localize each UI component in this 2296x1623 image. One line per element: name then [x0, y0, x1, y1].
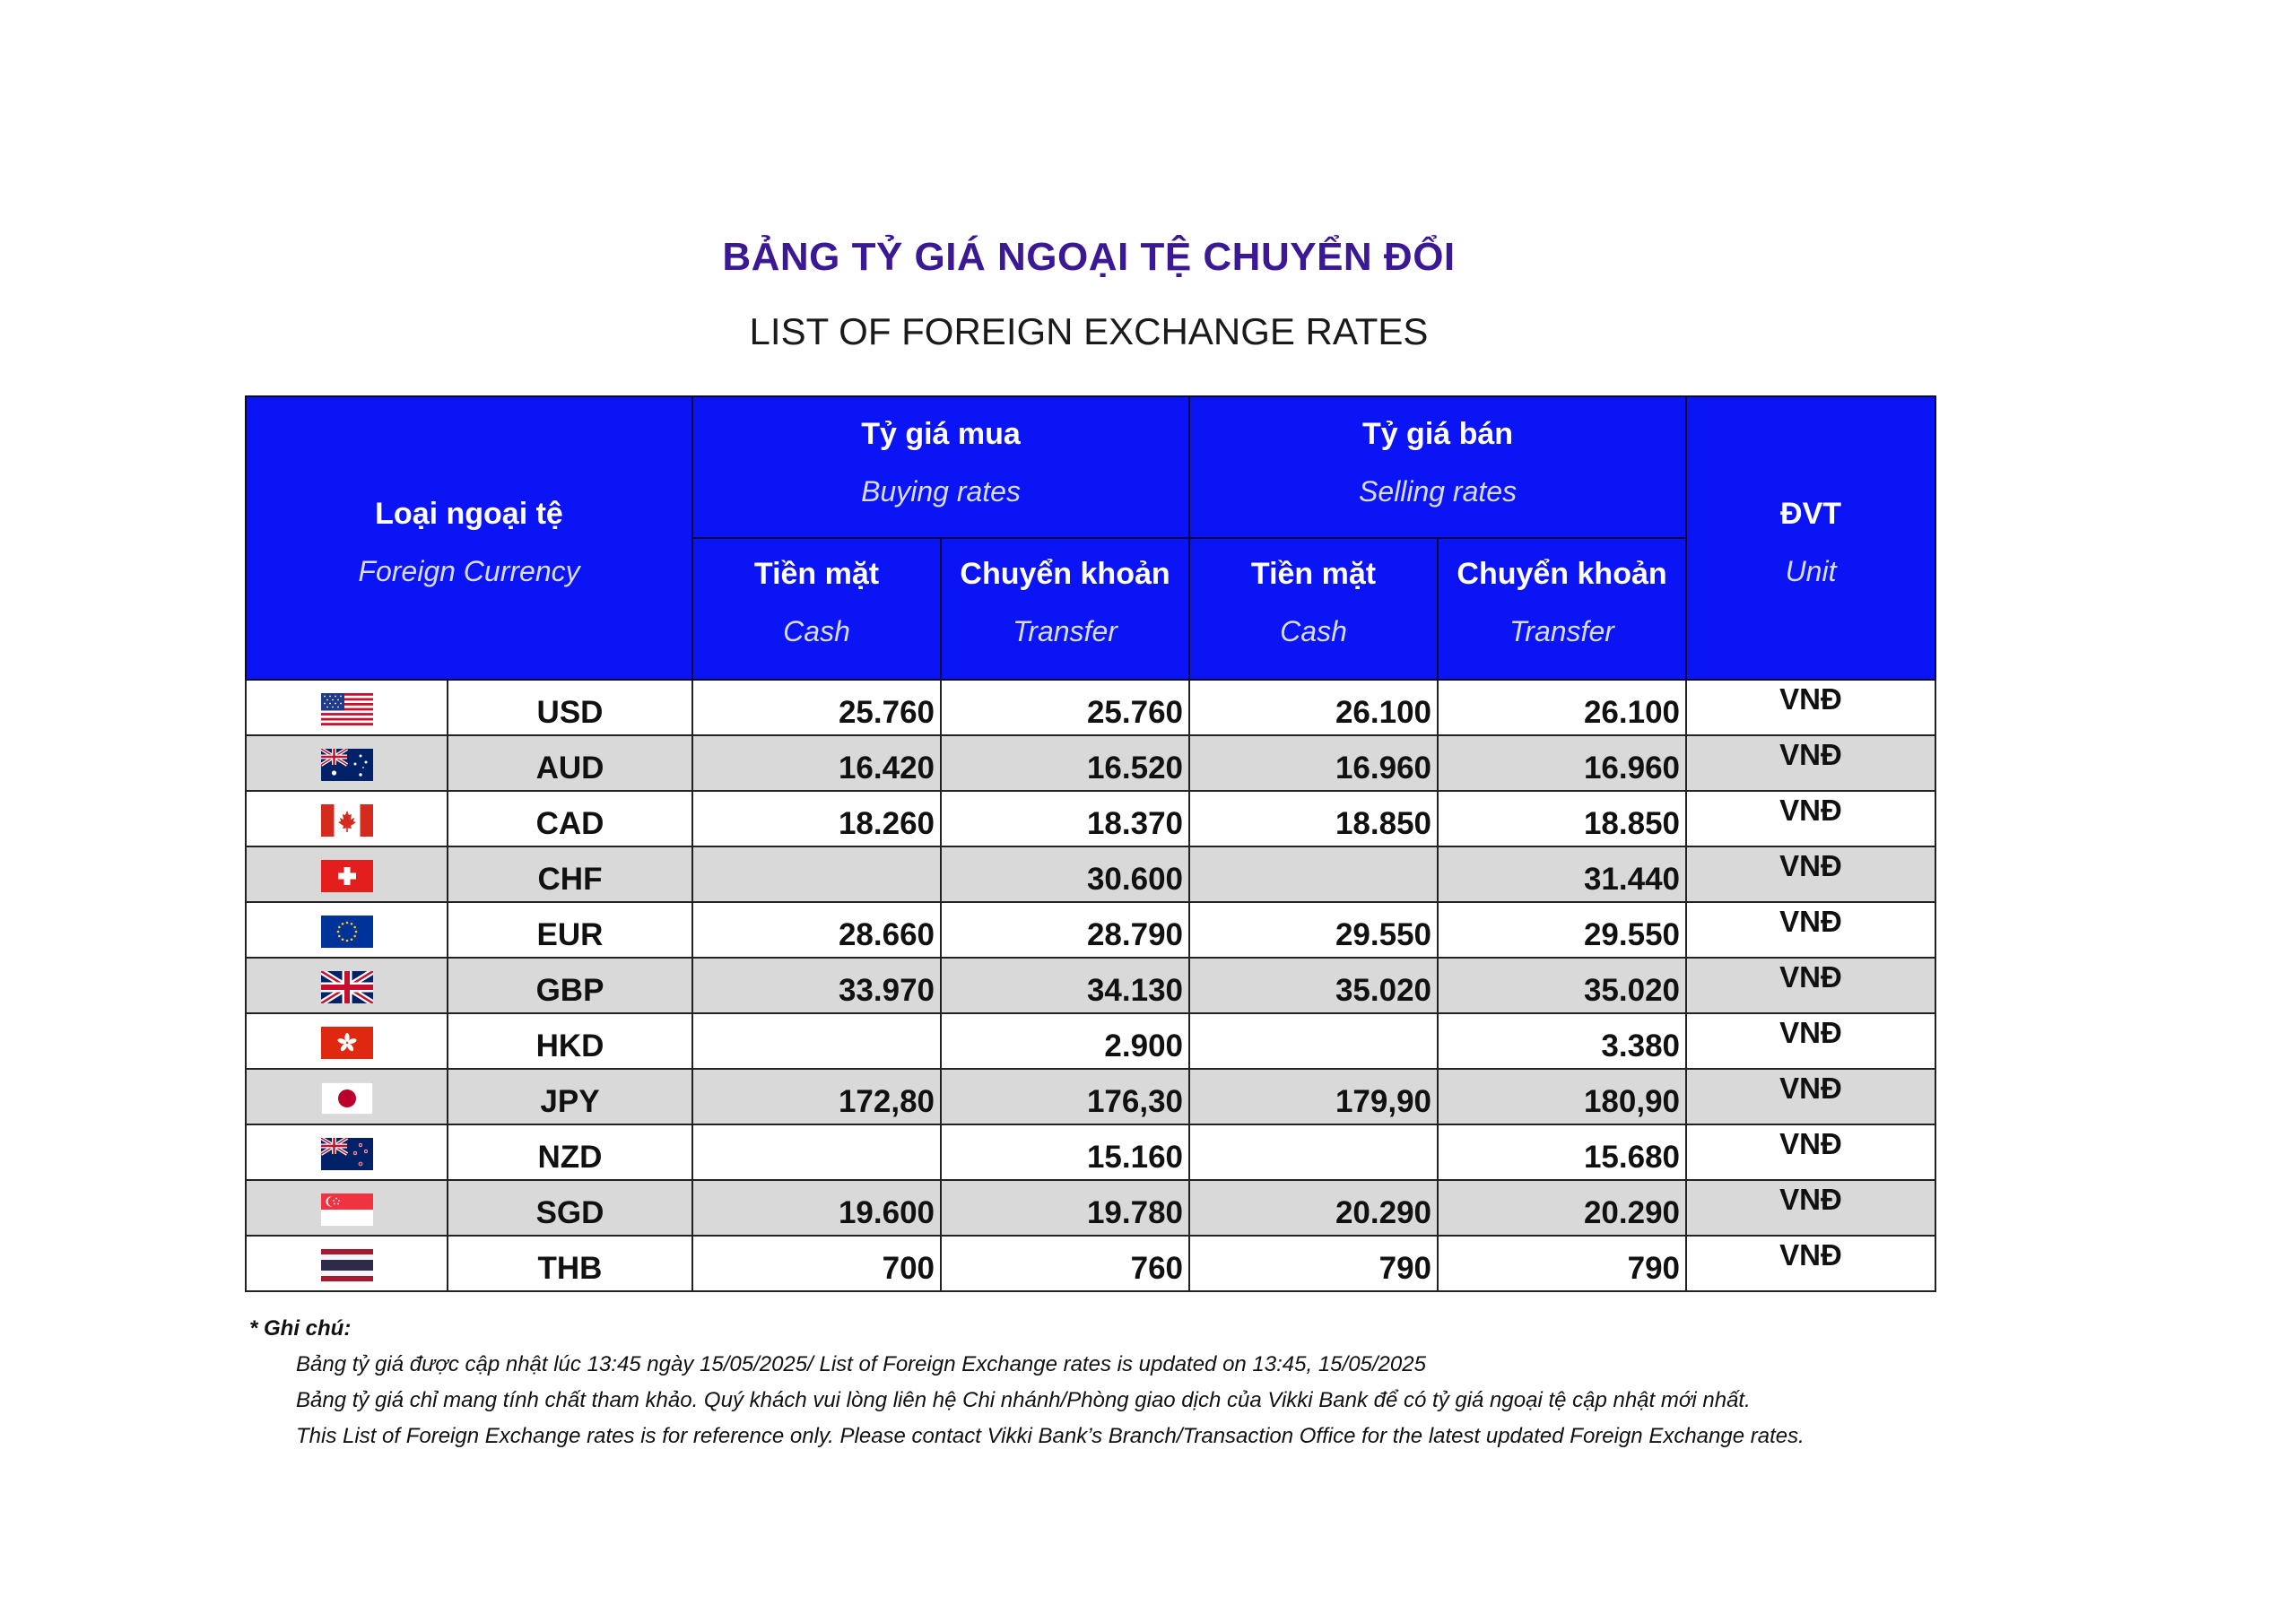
buy-transfer-value: 19.780 [941, 1180, 1189, 1236]
currency-code: NZD [448, 1124, 692, 1180]
table-row [246, 791, 1935, 846]
table-row [246, 902, 1935, 958]
header-sell-transfer [1438, 538, 1686, 680]
table-row [246, 846, 1935, 902]
sell-transfer-value: 31.440 [1438, 846, 1686, 902]
buy-cash-value: 16.420 [692, 735, 941, 791]
table-row [246, 958, 1935, 1013]
currency-code: CHF [448, 846, 692, 902]
header-selling-vi: Tỷ giá bán [1361, 417, 1514, 451]
header-unit-en: Unit [1785, 555, 1837, 587]
buy-cash-value: 19.600 [692, 1180, 941, 1236]
unit-value: VNĐ [1686, 1180, 1935, 1236]
sell-transfer-value: 35.020 [1438, 958, 1686, 1013]
table-row [246, 1236, 1935, 1291]
sell-transfer-value: 29.550 [1438, 902, 1686, 958]
header-buying-rates [692, 396, 1189, 538]
currency-code: EUR [448, 902, 692, 958]
header-buying-vi: Tỷ giá mua [861, 417, 1021, 451]
ca-flag-icon [321, 804, 373, 837]
buy-cash-value [692, 1124, 941, 1180]
unit-value: VNĐ [1686, 902, 1935, 958]
table-row [246, 680, 1935, 735]
sell-cash-value [1189, 1124, 1438, 1180]
nz-flag-icon [321, 1138, 373, 1170]
buy-cash-value: 172,80 [692, 1069, 941, 1124]
buy-transfer-value: 2.900 [941, 1013, 1189, 1069]
buy-transfer-value: 760 [941, 1236, 1189, 1291]
hk-flag-icon [321, 1027, 373, 1059]
currency-code: GBP [448, 958, 692, 1013]
header-transfer-vi: Chuyển khoản [1457, 557, 1667, 591]
buy-transfer-value: 176,30 [941, 1069, 1189, 1124]
page-title-en: LIST OF FOREIGN EXCHANGE RATES [749, 310, 1429, 352]
unit-value: VNĐ [1686, 791, 1935, 846]
table-row [246, 1069, 1935, 1124]
unit-value: VNĐ [1686, 1069, 1935, 1124]
buy-cash-value [692, 846, 941, 902]
sell-cash-value: 35.020 [1189, 958, 1438, 1013]
sell-cash-value: 26.100 [1189, 680, 1438, 735]
unit-value: VNĐ [1686, 846, 1935, 902]
sell-transfer-value: 18.850 [1438, 791, 1686, 846]
header-cash-vi: Tiền mặt [1250, 557, 1377, 591]
sell-transfer-value: 20.290 [1438, 1180, 1686, 1236]
buy-transfer-value: 25.760 [941, 680, 1189, 735]
table-row [246, 1124, 1935, 1180]
buy-transfer-value: 30.600 [941, 846, 1189, 902]
unit-value: VNĐ [1686, 958, 1935, 1013]
note-line-update: Bảng tỷ giá được cập nhật lúc 13:45 ngày 15/05/2025/ List of Foreign Exchange rates is updated on 13:45, 15/05/2025 [296, 1352, 1426, 1376]
currency-code: JPY [448, 1069, 692, 1124]
unit-value: VNĐ [1686, 735, 1935, 791]
sell-transfer-value: 3.380 [1438, 1013, 1686, 1069]
sell-cash-value [1189, 1013, 1438, 1069]
au-flag-icon [321, 749, 373, 781]
header-cash-vi: Tiền mặt [753, 557, 880, 591]
page-title-vi: BẢNG TỶ GIÁ NGOẠI TỆ CHUYỂN ĐỔI [722, 235, 1456, 279]
sell-cash-value: 16.960 [1189, 735, 1438, 791]
unit-value: VNĐ [1686, 1124, 1935, 1180]
buy-cash-value: 33.970 [692, 958, 941, 1013]
header-unit [1686, 396, 1935, 680]
header-currency-en: Foreign Currency [358, 555, 580, 587]
buy-cash-value [692, 1013, 941, 1069]
sell-cash-value [1189, 846, 1438, 902]
header-currency-vi: Loại ngoại tệ [375, 497, 563, 531]
currency-code: CAD [448, 791, 692, 846]
header-transfer-vi: Chuyển khoản [960, 557, 1170, 591]
buy-transfer-value: 16.520 [941, 735, 1189, 791]
header-foreign-currency [246, 396, 692, 680]
buy-transfer-value: 15.160 [941, 1124, 1189, 1180]
header-sell-cash [1189, 538, 1438, 680]
header-selling-rates [1189, 396, 1686, 538]
th-flag-icon [321, 1249, 373, 1281]
jp-flag-icon [321, 1082, 373, 1115]
unit-value: VNĐ [1686, 1013, 1935, 1069]
header-unit-vi: ĐVT [1780, 497, 1842, 531]
notes-section [249, 1311, 1805, 1454]
sell-cash-value: 29.550 [1189, 902, 1438, 958]
currency-code: SGD [448, 1180, 692, 1236]
note-line-reference-vi: Bảng tỷ giá chỉ mang tính chất tham khảo. Quý khách vui lòng liên hệ Chi nhánh/Phòng giao dịch của Vikki Bank để có tỷ giá ngoại tệ cập nhật mới nhất. [296, 1388, 1751, 1412]
sell-transfer-value: 180,90 [1438, 1069, 1686, 1124]
currency-code: THB [448, 1236, 692, 1291]
sell-cash-value: 18.850 [1189, 791, 1438, 846]
header-transfer-en: Transfer [1013, 615, 1118, 647]
sell-transfer-value: 790 [1438, 1236, 1686, 1291]
buy-transfer-value: 34.130 [941, 958, 1189, 1013]
buy-cash-value: 25.760 [692, 680, 941, 735]
currency-code: HKD [448, 1013, 692, 1069]
table-row [246, 735, 1935, 791]
sell-transfer-value: 16.960 [1438, 735, 1686, 791]
sell-cash-value: 790 [1189, 1236, 1438, 1291]
exchange-rate-table [245, 395, 1936, 1292]
header-buy-transfer [941, 538, 1189, 680]
eu-flag-icon [321, 916, 373, 948]
header-cash-en: Cash [783, 615, 850, 647]
header-transfer-en: Transfer [1509, 615, 1614, 647]
buy-transfer-value: 28.790 [941, 902, 1189, 958]
currency-code: USD [448, 680, 692, 735]
sell-cash-value: 179,90 [1189, 1069, 1438, 1124]
currency-code: AUD [448, 735, 692, 791]
buy-cash-value: 700 [692, 1236, 941, 1291]
header-buying-en: Buying rates [861, 475, 1021, 508]
gb-flag-icon [321, 971, 373, 1003]
table-row [246, 1013, 1935, 1069]
notes-heading: * Ghi chú: [249, 1316, 352, 1341]
note-line-reference-en: This List of Foreign Exchange rates is for reference only. Please contact Vikki Bank’s Branch/Transaction Office for the latest updated Foreign Exchange rates. [296, 1424, 1805, 1448]
sell-transfer-value: 15.680 [1438, 1124, 1686, 1180]
buy-transfer-value: 18.370 [941, 791, 1189, 846]
us-flag-icon [321, 693, 373, 725]
sell-cash-value: 20.290 [1189, 1180, 1438, 1236]
sell-transfer-value: 26.100 [1438, 680, 1686, 735]
header-cash-en: Cash [1280, 615, 1347, 647]
buy-cash-value: 18.260 [692, 791, 941, 846]
sg-flag-icon [321, 1193, 373, 1226]
header-selling-en: Selling rates [1358, 475, 1518, 508]
ch-flag-icon [321, 860, 373, 892]
buy-cash-value: 28.660 [692, 902, 941, 958]
unit-value: VNĐ [1686, 1236, 1935, 1291]
header-buy-cash [692, 538, 941, 680]
table-row [246, 1180, 1935, 1236]
unit-value: VNĐ [1686, 680, 1935, 735]
